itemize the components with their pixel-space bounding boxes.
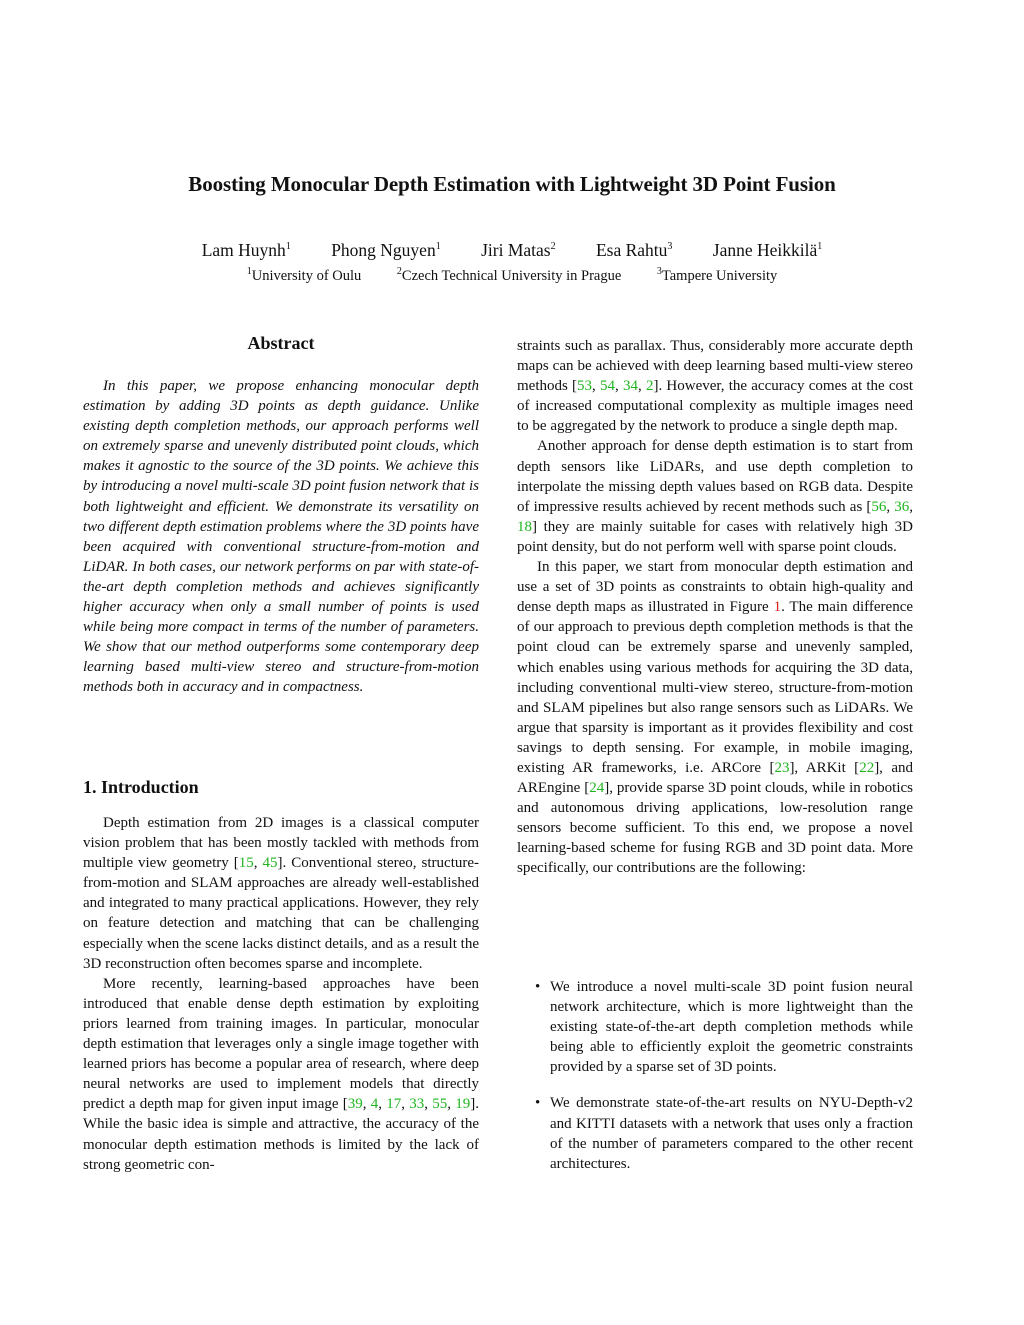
intro-paragraph-1: Depth estimation from 2D images is a classical computer vision problem that has been mostly tackled with methods from multiple view geometry [15, 45]. Conventional stereo, structure-from-motion and SLAM approaches are already well-established and integrated to many practical applications. However, they rely on feature detection and matching that can be challenging especially when the scene lacks distinct details, and as a result the 3D reconstruction often becomes sparse and incomplete. <box>83 815 480 972</box>
contributions-list <box>517 977 913 1190</box>
citation-link[interactable]: 19 <box>455 1096 471 1113</box>
bullet-icon: • <box>535 979 541 995</box>
paper-title: Boosting Monocular Depth Estimation with Lightweight 3D Point Fusion <box>188 172 836 196</box>
citation-link[interactable]: 33 <box>409 1096 425 1113</box>
author: Phong Nguyen$^1$ <box>331 240 441 260</box>
list-item: • We introduce a novel multi-scale 3D point fusion neural network architecture, which is more lightweight than the existing state-of-the-art depth completion methods while being able to efficiently exploit the geometric constraints provided by a sparse set of 3D points. <box>535 979 913 1076</box>
author-list <box>0 240 1024 261</box>
list-item: • We demonstrate state-of-the-art results on NYU-Depth-v2 and KITTI datasets with a network that uses only a fraction of the number of parameters compared to the other recent architectures. <box>535 1095 913 1172</box>
author: Lam Huynh$^1$ <box>201 240 291 260</box>
citation-link[interactable]: 24 <box>589 780 605 797</box>
affiliation: $^1$University of Oulu <box>246 266 362 284</box>
introduction-right-column <box>517 336 913 879</box>
section-heading-introduction: 1. Introduction <box>83 777 199 797</box>
author: Esa Rahtu$^3$ <box>595 240 673 260</box>
citation-link[interactable]: 56 <box>871 498 887 515</box>
citation-link[interactable]: 23 <box>774 759 790 776</box>
introduction-left-column <box>83 813 479 1175</box>
citation-link[interactable]: 15 <box>238 855 254 872</box>
citation-link[interactable]: 55 <box>432 1096 448 1113</box>
intro-paragraph-3: straints such as parallax. Thus, considerably more accurate depth maps can be achieved with deep learning based multi-view stereo methods [53, 54, 34, 2]. However, the accuracy comes at the cost of increased computational complexity as multiple images need to be aggregated by the network to produce a single depth map. <box>517 338 914 435</box>
citation-link[interactable]: 36 <box>894 498 910 515</box>
author: Janne Heikkilä$^1$ <box>712 240 823 260</box>
citation-link[interactable]: 18 <box>517 518 532 535</box>
citation-link[interactable]: 53 <box>577 378 593 395</box>
affiliation-list <box>0 268 1024 285</box>
affiliation: $^3$Tampere University <box>656 266 778 284</box>
citation-link[interactable]: 17 <box>386 1096 402 1113</box>
citation-link[interactable]: 2 <box>645 378 654 395</box>
bullet-icon: • <box>535 1095 541 1112</box>
intro-paragraph-2: More recently, learning-based approaches have been introduced that enable dense depth estimation by exploiting priors learned from training images. In particular, monocular depth estimation that leverages only a single image together with learned priors has become a popular area of research, where deep neural networks are used to implement models that directly predict a depth map for given input image [39, 4, 17, 33, 55, 19]. While the basic idea is simple and attractive, the accuracy of the monocular depth estimation methods is limited by the lack of strong geometric con- <box>83 975 479 1173</box>
intro-paragraph-4: Another approach for dense depth estimation is to start from depth sensors like LiDARs, and use depth completion to interpolate the missing depth values based on RGB data. Despite of impressive results achieved by recent methods such as [56, 36, 18] they are mainly suitable for cases with relatively high 3D point density, but do not perform well with sparse point clouds. <box>517 438 913 555</box>
citation-link[interactable]: 22 <box>859 759 875 776</box>
abstract-text: In this paper, we propose enhancing monocular depth estimation by adding 3D points as depth guidance. Unlike existing depth completion methods, our approach performs well on extremely sparse and unevenly distributed point clouds, which makes it agnostic to the source of the 3D points. We achieve this by introducing a novel multi-scale 3D point fusion network that is both lightweight and efficient. We demonstrate its versatility on two different depth estimation problems where the 3D points have been acquired with conventional structure-from-motion and LiDAR. In both cases, our network performs on par with state-of-the-art depth completion methods and achieves significantly higher accuracy when only a small number of points is used while being more compact in terms of the number of parameters. We show that our method outperforms some contemporary deep learning based multi-view stereo and structure-from-motion methods both in accuracy and in compactness. <box>83 378 479 696</box>
figure-reference-link[interactable]: 1 <box>773 599 782 616</box>
citation-link[interactable]: 39 <box>347 1096 363 1113</box>
citation-link[interactable]: 54 <box>600 378 616 395</box>
intro-paragraph-5: In this paper, we start from monocular depth estimation and use a set of 3D points as constraints to obtain high-quality and dense depth maps as illustrated in Figure 1. The main difference of our approach to previous depth completion methods is that the point cloud can be extremely sparse and unevenly sampled, which enables using various methods for acquiring the 3D data, including conventional multi-view stereo, structure-from-motion and SLAM pipelines but also range sensors such as LiDARs. We argue that sparsity is important as it provides flexibility and cost savings to depth sensing. For example, in mobile imaging, existing AR frameworks, i.e. ARCore [23], ARKit [22], and AREngine [24], provide sparse 3D point clouds, while in robotics and autonomous driving applications, low-resolution range sensors become sufficient. To this end, we propose a novel learning-based scheme for fusing RGB and 3D point data. More specifically, our contributions are the following: <box>517 559 914 877</box>
citation-link[interactable]: 4 <box>370 1096 379 1113</box>
citation-link[interactable]: 45 <box>262 855 278 872</box>
abstract-heading: Abstract <box>247 333 315 353</box>
citation-link[interactable]: 34 <box>622 378 638 395</box>
affiliation: $^2$Czech Technical University in Prague <box>396 266 622 284</box>
author: Jiri Matas$^2$ <box>481 240 556 260</box>
